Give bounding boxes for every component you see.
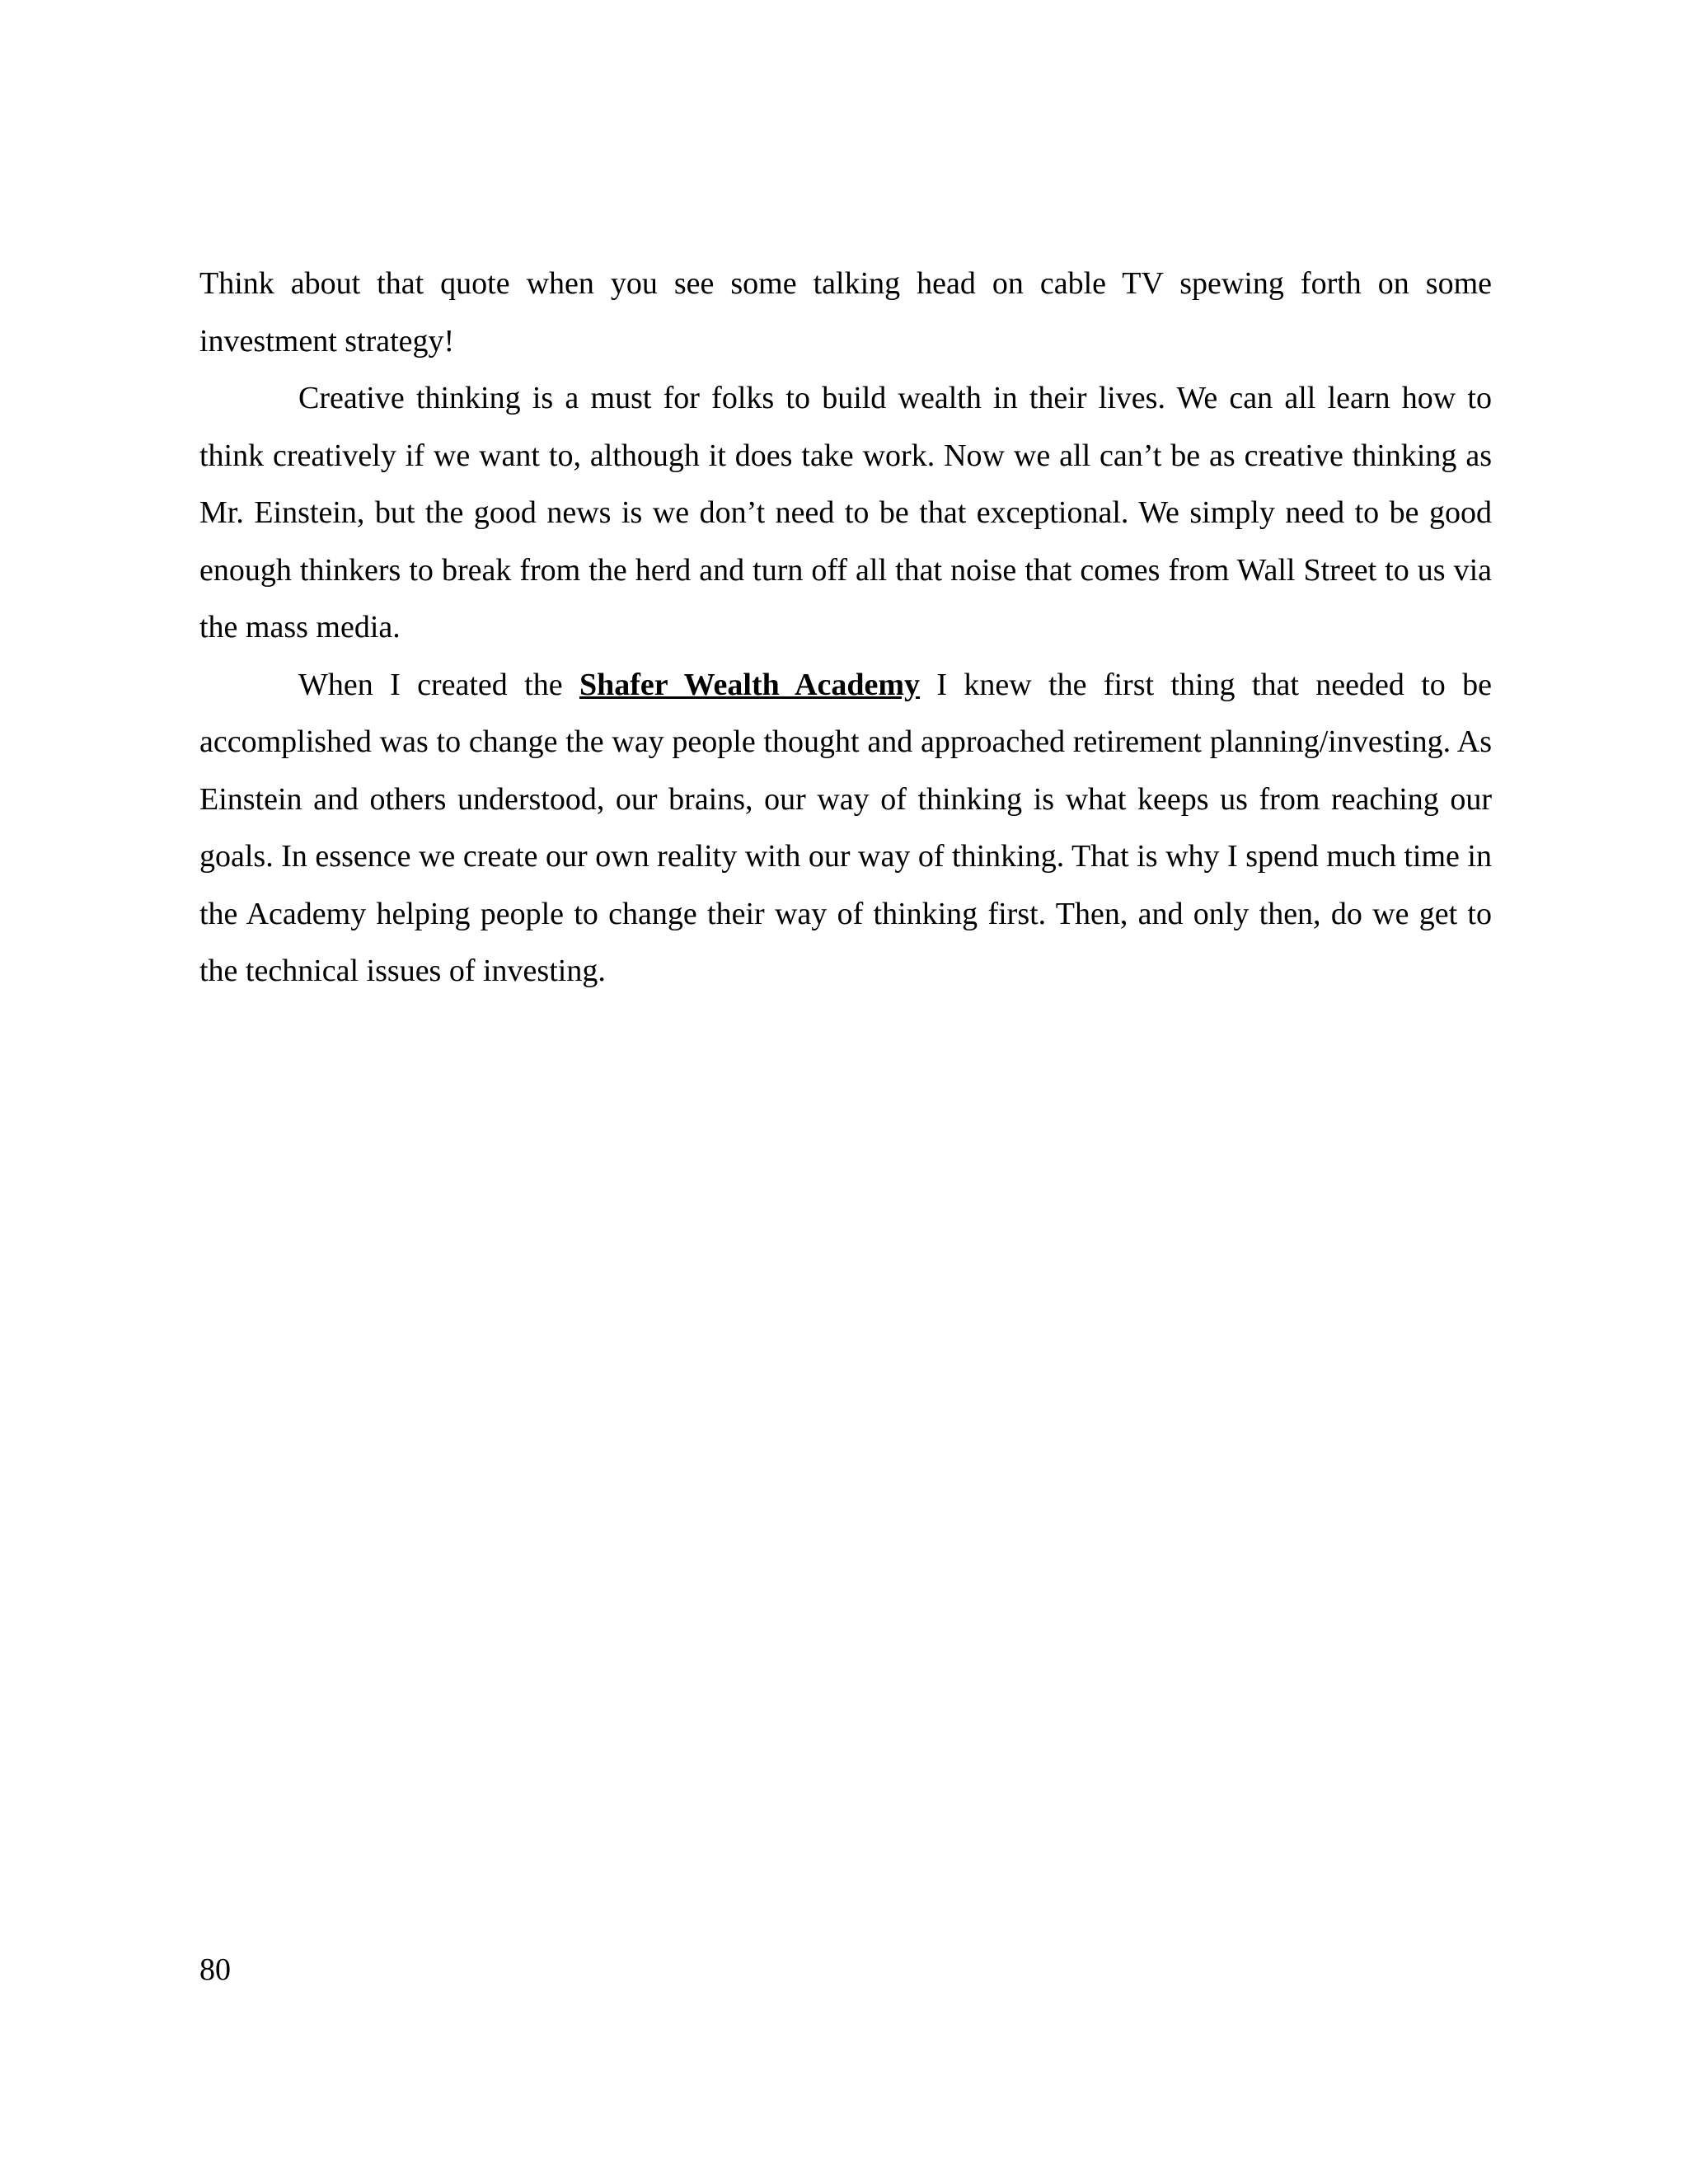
paragraph-creative-thinking: Creative thinking is a must for folks to build wealth in their lives. We can all learn how to think creatively if we want to, although it does take work. Now we all can’t be as creative thinking as Mr. Einstein, but the good news is we don’t need to be that exceptional. We simply need to be good enough thinkers to break from the herd and turn off all that noise that comes from Wall Street to us via the mass media. <box>199 381 1492 644</box>
body-text <box>199 255 1492 1001</box>
paragraph-academy <box>199 657 1492 1001</box>
academy-name-link[interactable]: Shafer Wealth Academy <box>579 667 920 702</box>
page-number: 80 <box>199 1952 231 1987</box>
paragraph-quote-reflection: Think about that quote when you see some talking head on cable TV spewing forth on some investment strategy! <box>199 266 1492 359</box>
paragraph-academy-rest: I knew the first thing that needed to be accomplished was to change the way people thought and approached retirement planning/investing. As Einstein and others understood, our brains, our way of thinking is what keeps us from reaching our goals. In essence we create our own reality with our way of thinking. That is why I spend much time in the Academy helping people to change their way of thinking first. Then, and only then, do we get to the technical issues of investing. <box>199 667 1492 988</box>
paragraph-academy-intro: When I created the <box>298 667 579 702</box>
